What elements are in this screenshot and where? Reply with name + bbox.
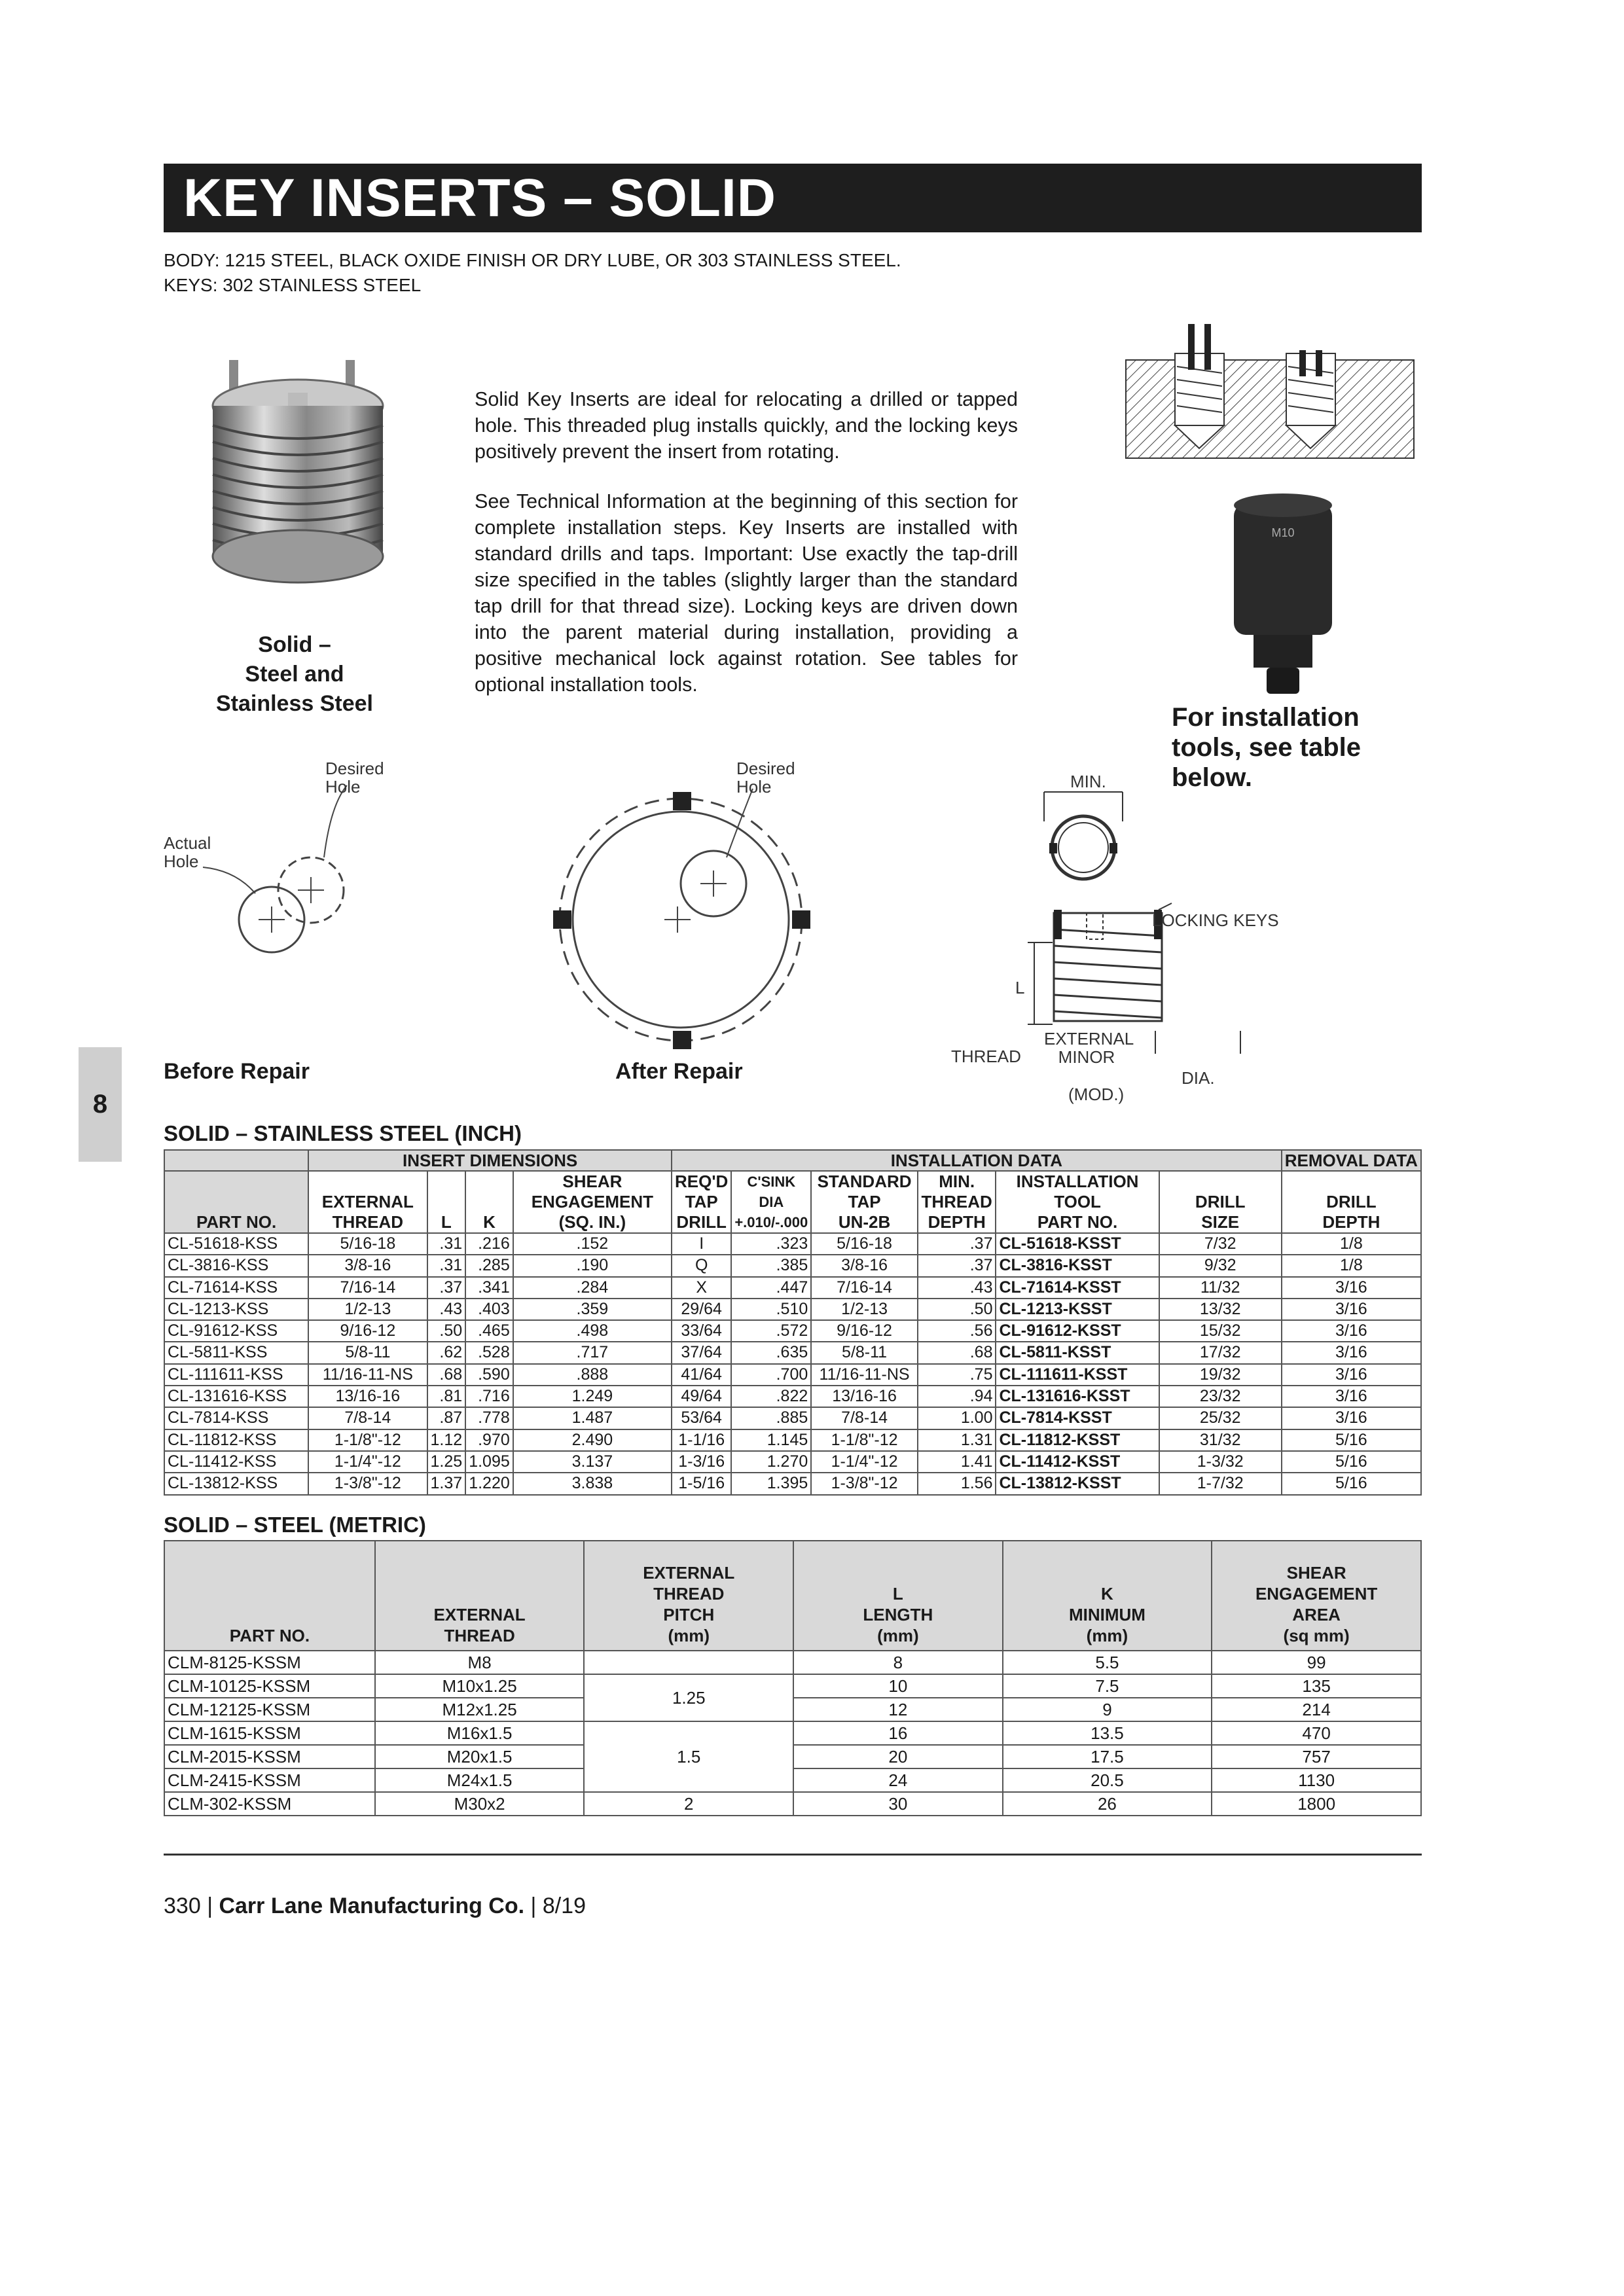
installation-tools-note: For installation tools, see table below. bbox=[1172, 703, 1361, 792]
external-minor-label: EXTERNAL MINOR bbox=[1044, 1029, 1134, 1067]
cell-shear-area: 135 bbox=[1212, 1674, 1421, 1698]
cell-min-depth: 1.00 bbox=[918, 1407, 996, 1429]
cell-drill-depth: 3/16 bbox=[1282, 1320, 1421, 1342]
cell-drill-depth: 3/16 bbox=[1282, 1386, 1421, 1407]
header-tap-drill: REQ'D TAP DRILL bbox=[672, 1171, 731, 1233]
intro-text bbox=[475, 386, 1018, 721]
table-row bbox=[164, 1792, 1421, 1816]
body-spec: BODY: 1215 STEEL, BLACK OXIDE FINISH OR DRY LUBE, OR 303 STAINLESS STEEL. bbox=[164, 250, 901, 270]
cell-standard-tap: 13/16-16 bbox=[811, 1386, 918, 1407]
before-repair-caption: Before Repair bbox=[164, 1059, 310, 1084]
cell-drill-depth: 3/16 bbox=[1282, 1342, 1421, 1363]
cell-csink: 1.270 bbox=[731, 1451, 811, 1473]
min-label: MIN. bbox=[1070, 772, 1106, 791]
cell-part-no: CL-13812-KSS bbox=[164, 1473, 308, 1494]
cell-drill-size: 13/32 bbox=[1159, 1299, 1282, 1320]
cell-part-no: CL-71614-KSS bbox=[164, 1277, 308, 1299]
table-row bbox=[164, 1429, 1421, 1451]
header-min-thread-depth: MIN. THREAD DEPTH bbox=[918, 1171, 996, 1233]
cell-tool-part-no: CL-51618-KSST bbox=[996, 1233, 1159, 1255]
cell-external-thread: M20x1.5 bbox=[375, 1745, 585, 1768]
cell-k: .716 bbox=[465, 1386, 513, 1407]
cell-l: 1.25 bbox=[427, 1451, 466, 1473]
cell-tap-drill: 49/64 bbox=[672, 1386, 731, 1407]
cell-l: 1.12 bbox=[427, 1429, 466, 1451]
header-k: K bbox=[465, 1171, 513, 1233]
cell-part-no: CL-51618-KSS bbox=[164, 1233, 308, 1255]
thread-label: THREAD bbox=[951, 1047, 1021, 1066]
cell-length: 16 bbox=[793, 1721, 1003, 1745]
cell-tap-drill: 1-3/16 bbox=[672, 1451, 731, 1473]
cell-external-thread: 11/16-11-NS bbox=[308, 1364, 427, 1386]
cell-k: .285 bbox=[465, 1255, 513, 1276]
cell-part-no: CL-131616-KSS bbox=[164, 1386, 308, 1407]
cell-k: .403 bbox=[465, 1299, 513, 1320]
section-tab: 8 bbox=[79, 1047, 122, 1162]
cell-external-thread: 9/16-12 bbox=[308, 1320, 427, 1342]
group-installation-data: INSTALLATION DATA bbox=[672, 1150, 1282, 1171]
table-row bbox=[164, 1233, 1421, 1255]
header-shear: SHEAR ENGAGEMENT (SQ. IN.) bbox=[513, 1171, 672, 1233]
cell-tap-drill: 41/64 bbox=[672, 1364, 731, 1386]
metric-table-title: SOLID – STEEL (METRIC) bbox=[164, 1513, 426, 1537]
cell-shear: 2.490 bbox=[513, 1429, 672, 1451]
cell-drill-depth: 3/16 bbox=[1282, 1364, 1421, 1386]
cell-length: 20 bbox=[793, 1745, 1003, 1768]
cell-part-no: CL-11812-KSS bbox=[164, 1429, 308, 1451]
group-insert-dimensions: INSERT DIMENSIONS bbox=[308, 1150, 672, 1171]
cell-external-thread: M30x2 bbox=[375, 1792, 585, 1816]
intro-paragraph-2: See Technical Information at the beginning of this section for complete installation steps. Key Inserts are installed with standard drills and taps. Important: Use exactly the tap-drill size specified in the tables (slightly larger than the standard tap drill for that thread size). Locking keys are driven down into the parent material during installation, providing a positive mechanical lock against rotation. See tables for optional installation tools. bbox=[475, 490, 1018, 696]
cell-tool-part-no: CL-3816-KSST bbox=[996, 1255, 1159, 1276]
cell-k: .216 bbox=[465, 1233, 513, 1255]
table-row bbox=[164, 1342, 1421, 1363]
cell-csink: .447 bbox=[731, 1277, 811, 1299]
cell-standard-tap: 7/8-14 bbox=[811, 1407, 918, 1429]
cell-shear-area: 214 bbox=[1212, 1698, 1421, 1721]
cell-drill-size: 11/32 bbox=[1159, 1277, 1282, 1299]
cell-shear: .359 bbox=[513, 1299, 672, 1320]
cell-standard-tap: 5/16-18 bbox=[811, 1233, 918, 1255]
cell-tap-drill: 1-5/16 bbox=[672, 1473, 731, 1494]
cell-l: .31 bbox=[427, 1233, 466, 1255]
locking-keys-label: LOCKING KEYS bbox=[1152, 910, 1279, 930]
cell-csink: .822 bbox=[731, 1386, 811, 1407]
table-row bbox=[164, 1277, 1421, 1299]
table-row bbox=[164, 1721, 1421, 1745]
cell-min-depth: .75 bbox=[918, 1364, 996, 1386]
cell-shear-area: 757 bbox=[1212, 1745, 1421, 1768]
cell-tool-part-no: CL-131616-KSST bbox=[996, 1386, 1159, 1407]
cell-part-no: CL-91612-KSS bbox=[164, 1320, 308, 1342]
cell-standard-tap: 9/16-12 bbox=[811, 1320, 918, 1342]
page-number: 330 bbox=[164, 1893, 201, 1918]
desired-hole-label-2: Desired Hole bbox=[736, 759, 795, 797]
cell-drill-depth: 5/16 bbox=[1282, 1473, 1421, 1494]
cell-external-thread: 1-3/8"-12 bbox=[308, 1473, 427, 1494]
cell-external-thread: 1-1/4"-12 bbox=[308, 1451, 427, 1473]
cell-l: 1.37 bbox=[427, 1473, 466, 1494]
cell-length: 10 bbox=[793, 1674, 1003, 1698]
cell-shear: 3.838 bbox=[513, 1473, 672, 1494]
cell-part-no: CLM-1615-KSSM bbox=[164, 1721, 375, 1745]
company-name: Carr Lane Manufacturing Co. bbox=[219, 1893, 525, 1918]
cell-drill-size: 25/32 bbox=[1159, 1407, 1282, 1429]
cell-min-depth: .43 bbox=[918, 1277, 996, 1299]
desired-hole-label: Desired Hole bbox=[325, 759, 384, 797]
cell-k: .528 bbox=[465, 1342, 513, 1363]
cell-k: .970 bbox=[465, 1429, 513, 1451]
table-row bbox=[164, 1320, 1421, 1342]
cell-drill-depth: 3/16 bbox=[1282, 1299, 1421, 1320]
cell-min-depth: .56 bbox=[918, 1320, 996, 1342]
cell-part-no: CL-1213-KSS bbox=[164, 1299, 308, 1320]
cell-l: .43 bbox=[427, 1299, 466, 1320]
cell-csink: .323 bbox=[731, 1233, 811, 1255]
cell-min-depth: 1.41 bbox=[918, 1451, 996, 1473]
cell-min-depth: .37 bbox=[918, 1255, 996, 1276]
cell-shear: .717 bbox=[513, 1342, 672, 1363]
cell-external-thread: M24x1.5 bbox=[375, 1768, 585, 1792]
header-drill-depth: DRILL DEPTH bbox=[1282, 1171, 1421, 1233]
cell-length: 30 bbox=[793, 1792, 1003, 1816]
cell-tool-part-no: CL-71614-KSST bbox=[996, 1277, 1159, 1299]
cell-tap-drill: I bbox=[672, 1233, 731, 1255]
cell-standard-tap: 1-1/4"-12 bbox=[811, 1451, 918, 1473]
metric-header-part-no: PART NO. bbox=[164, 1541, 375, 1651]
cell-part-no: CLM-302-KSSM bbox=[164, 1792, 375, 1816]
table-row bbox=[164, 1651, 1421, 1674]
cell-external-thread: 3/8-16 bbox=[308, 1255, 427, 1276]
cell-csink: .572 bbox=[731, 1320, 811, 1342]
cell-part-no: CLM-2015-KSSM bbox=[164, 1745, 375, 1768]
cell-drill-depth: 3/16 bbox=[1282, 1277, 1421, 1299]
l-label: L bbox=[1015, 978, 1025, 997]
cell-external-thread: 1-1/8"-12 bbox=[308, 1429, 427, 1451]
intro-paragraph-1: Solid Key Inserts are ideal for relocating a drilled or tapped hole. This threaded plug installs quickly, and the locking keys positively prevent the insert from rotating. bbox=[475, 388, 1018, 463]
cell-drill-size: 9/32 bbox=[1159, 1255, 1282, 1276]
cell-csink: .700 bbox=[731, 1364, 811, 1386]
cell-part-no: CLM-10125-KSSM bbox=[164, 1674, 375, 1698]
cell-tap-drill: X bbox=[672, 1277, 731, 1299]
cell-drill-size: 1-3/32 bbox=[1159, 1451, 1282, 1473]
cell-k: .778 bbox=[465, 1407, 513, 1429]
cell-k-minimum: 9 bbox=[1003, 1698, 1212, 1721]
cell-part-no: CLM-8125-KSSM bbox=[164, 1651, 375, 1674]
cell-drill-size: 15/32 bbox=[1159, 1320, 1282, 1342]
header-installation-tool: INSTALLATION TOOL PART NO. bbox=[996, 1171, 1159, 1233]
cell-l: .62 bbox=[427, 1342, 466, 1363]
cell-l: .68 bbox=[427, 1364, 466, 1386]
solid-insert-image bbox=[187, 347, 409, 609]
cell-l: .50 bbox=[427, 1320, 466, 1342]
cell-shear: .888 bbox=[513, 1364, 672, 1386]
cell-tool-part-no: CL-111611-KSST bbox=[996, 1364, 1159, 1386]
table-row bbox=[164, 1255, 1421, 1276]
cell-csink: 1.145 bbox=[731, 1429, 811, 1451]
tool-label: M10 bbox=[1271, 526, 1295, 539]
cell-pitch: 2 bbox=[584, 1792, 793, 1816]
cell-tool-part-no: CL-13812-KSST bbox=[996, 1473, 1159, 1494]
publication-date: 8/19 bbox=[542, 1893, 586, 1918]
cell-shear: 1.249 bbox=[513, 1386, 672, 1407]
cell-tap-drill: 29/64 bbox=[672, 1299, 731, 1320]
cell-l: .81 bbox=[427, 1386, 466, 1407]
cell-shear: .190 bbox=[513, 1255, 672, 1276]
cell-tap-drill: Q bbox=[672, 1255, 731, 1276]
cell-k-minimum: 26 bbox=[1003, 1792, 1212, 1816]
cell-external-thread: 1/2-13 bbox=[308, 1299, 427, 1320]
header-part-no: PART NO. bbox=[164, 1171, 308, 1233]
cell-part-no: CLM-2415-KSSM bbox=[164, 1768, 375, 1792]
cell-drill-depth: 3/16 bbox=[1282, 1407, 1421, 1429]
cell-min-depth: .68 bbox=[918, 1342, 996, 1363]
page-title: KEY INSERTS – SOLID bbox=[164, 164, 1422, 232]
cell-external-thread: 13/16-16 bbox=[308, 1386, 427, 1407]
cell-min-depth: .50 bbox=[918, 1299, 996, 1320]
actual-hole-label: Actual Hole bbox=[164, 833, 211, 871]
cell-standard-tap: 1/2-13 bbox=[811, 1299, 918, 1320]
cell-drill-size: 1-7/32 bbox=[1159, 1473, 1282, 1494]
table-row bbox=[164, 1299, 1421, 1320]
cell-part-no: CL-7814-KSS bbox=[164, 1407, 308, 1429]
cell-k-minimum: 17.5 bbox=[1003, 1745, 1212, 1768]
table-row bbox=[164, 1451, 1421, 1473]
metric-header-external-thread: EXTERNAL THREAD bbox=[375, 1541, 585, 1651]
cell-standard-tap: 1-3/8"-12 bbox=[811, 1473, 918, 1494]
group-removal-data: REMOVAL DATA bbox=[1282, 1150, 1421, 1171]
cell-min-depth: .37 bbox=[918, 1233, 996, 1255]
cell-tool-part-no: CL-5811-KSST bbox=[996, 1342, 1159, 1363]
cell-shear: .152 bbox=[513, 1233, 672, 1255]
cell-shear-area: 1130 bbox=[1212, 1768, 1421, 1792]
cell-min-depth: 1.31 bbox=[918, 1429, 996, 1451]
mod-label: (MOD.) bbox=[1068, 1085, 1125, 1104]
metric-header-pitch: EXTERNAL THREAD PITCH (mm) bbox=[584, 1541, 793, 1651]
cell-pitch: 1.5 bbox=[584, 1721, 793, 1792]
metric-header-k-minimum: K MINIMUM (mm) bbox=[1003, 1541, 1212, 1651]
cell-shear: 3.137 bbox=[513, 1451, 672, 1473]
cell-k-minimum: 20.5 bbox=[1003, 1768, 1212, 1792]
cell-k-minimum: 13.5 bbox=[1003, 1721, 1212, 1745]
cell-shear: 1.487 bbox=[513, 1407, 672, 1429]
cell-drill-size: 23/32 bbox=[1159, 1386, 1282, 1407]
cell-shear-area: 1800 bbox=[1212, 1792, 1421, 1816]
cell-standard-tap: 7/16-14 bbox=[811, 1277, 918, 1299]
cell-drill-size: 31/32 bbox=[1159, 1429, 1282, 1451]
after-repair-diagram bbox=[550, 782, 825, 1057]
metric-header-shear-area: SHEAR ENGAGEMENT AREA (sq mm) bbox=[1212, 1541, 1421, 1651]
cell-length: 8 bbox=[793, 1651, 1003, 1674]
cell-tap-drill: 1-1/16 bbox=[672, 1429, 731, 1451]
cell-part-no: CL-3816-KSS bbox=[164, 1255, 308, 1276]
table-row bbox=[164, 1473, 1421, 1494]
cell-l: .87 bbox=[427, 1407, 466, 1429]
metric-table bbox=[164, 1540, 1422, 1816]
cell-shear: .498 bbox=[513, 1320, 672, 1342]
cell-external-thread: 7/8-14 bbox=[308, 1407, 427, 1429]
header-l: L bbox=[427, 1171, 466, 1233]
cell-standard-tap: 3/8-16 bbox=[811, 1255, 918, 1276]
installation-tool-image bbox=[1218, 491, 1348, 707]
cell-k: .590 bbox=[465, 1364, 513, 1386]
header-drill-size: DRILL SIZE bbox=[1159, 1171, 1282, 1233]
keys-spec: KEYS: 302 STAINLESS STEEL bbox=[164, 275, 422, 295]
cell-tool-part-no: CL-91612-KSST bbox=[996, 1320, 1159, 1342]
inch-group-row bbox=[164, 1150, 1421, 1171]
cell-l: .37 bbox=[427, 1277, 466, 1299]
cell-csink: .510 bbox=[731, 1299, 811, 1320]
table-row bbox=[164, 1386, 1421, 1407]
table-row bbox=[164, 1364, 1421, 1386]
cell-k: .465 bbox=[465, 1320, 513, 1342]
cell-standard-tap: 11/16-11-NS bbox=[811, 1364, 918, 1386]
cell-length: 24 bbox=[793, 1768, 1003, 1792]
cell-tap-drill: 33/64 bbox=[672, 1320, 731, 1342]
cell-part-no: CL-5811-KSS bbox=[164, 1342, 308, 1363]
cell-tool-part-no: CL-7814-KSST bbox=[996, 1407, 1159, 1429]
cell-drill-size: 19/32 bbox=[1159, 1364, 1282, 1386]
cell-part-no: CL-111611-KSS bbox=[164, 1364, 308, 1386]
cell-shear-area: 99 bbox=[1212, 1651, 1421, 1674]
inch-table-title: SOLID – STAINLESS STEEL (INCH) bbox=[164, 1121, 522, 1145]
after-repair-caption: After Repair bbox=[615, 1059, 743, 1084]
cell-csink: .885 bbox=[731, 1407, 811, 1429]
cell-drill-depth: 1/8 bbox=[1282, 1255, 1421, 1276]
header-csink: C'SINK DIA +.010/-.000 bbox=[731, 1171, 811, 1233]
cell-k-minimum: 5.5 bbox=[1003, 1651, 1212, 1674]
cell-tap-drill: 53/64 bbox=[672, 1407, 731, 1429]
table-row bbox=[164, 1407, 1421, 1429]
cell-csink: 1.395 bbox=[731, 1473, 811, 1494]
cell-standard-tap: 1-1/8"-12 bbox=[811, 1429, 918, 1451]
cell-drill-size: 7/32 bbox=[1159, 1233, 1282, 1255]
cell-drill-depth: 5/16 bbox=[1282, 1429, 1421, 1451]
cell-drill-depth: 5/16 bbox=[1282, 1451, 1421, 1473]
cell-external-thread: M10x1.25 bbox=[375, 1674, 585, 1698]
cell-external-thread: 5/16-18 bbox=[308, 1233, 427, 1255]
cell-external-thread: M8 bbox=[375, 1651, 585, 1674]
inch-header-row bbox=[164, 1171, 1421, 1233]
header-external-thread: EXTERNAL THREAD bbox=[308, 1171, 427, 1233]
footer: 330 | Carr Lane Manufacturing Co. | 8/19 bbox=[164, 1893, 586, 1918]
cell-external-thread: 5/8-11 bbox=[308, 1342, 427, 1363]
cell-tool-part-no: CL-11412-KSST bbox=[996, 1451, 1159, 1473]
cell-k-minimum: 7.5 bbox=[1003, 1674, 1212, 1698]
dia-label: DIA. bbox=[1182, 1068, 1215, 1088]
cell-part-no: CLM-12125-KSSM bbox=[164, 1698, 375, 1721]
cell-k: 1.095 bbox=[465, 1451, 513, 1473]
header-standard-tap: STANDARD TAP UN-2B bbox=[811, 1171, 918, 1233]
cell-tap-drill: 37/64 bbox=[672, 1342, 731, 1363]
cell-external-thread: M12x1.25 bbox=[375, 1698, 585, 1721]
cell-min-depth: 1.56 bbox=[918, 1473, 996, 1494]
cell-min-depth: .94 bbox=[918, 1386, 996, 1407]
blank-cell bbox=[164, 1150, 308, 1171]
installation-cross-section bbox=[1119, 321, 1420, 484]
cell-standard-tap: 5/8-11 bbox=[811, 1342, 918, 1363]
cell-pitch-empty bbox=[584, 1651, 793, 1674]
metric-header-row bbox=[164, 1541, 1421, 1651]
cell-shear: .284 bbox=[513, 1277, 672, 1299]
cell-csink: .385 bbox=[731, 1255, 811, 1276]
cell-external-thread: 7/16-14 bbox=[308, 1277, 427, 1299]
footer-divider bbox=[164, 1854, 1422, 1856]
cell-l: .31 bbox=[427, 1255, 466, 1276]
inch-table bbox=[164, 1149, 1422, 1496]
cell-tool-part-no: CL-1213-KSST bbox=[996, 1299, 1159, 1320]
cell-k: 1.220 bbox=[465, 1473, 513, 1494]
cell-k: .341 bbox=[465, 1277, 513, 1299]
table-row bbox=[164, 1674, 1421, 1698]
cell-shear-area: 470 bbox=[1212, 1721, 1421, 1745]
cell-drill-depth: 1/8 bbox=[1282, 1233, 1421, 1255]
cell-length: 12 bbox=[793, 1698, 1003, 1721]
product-caption: Solid – Steel and Stainless Steel bbox=[215, 632, 373, 716]
cell-external-thread: M16x1.5 bbox=[375, 1721, 585, 1745]
cell-pitch: 1.25 bbox=[584, 1674, 793, 1721]
metric-header-length: L LENGTH (mm) bbox=[793, 1541, 1003, 1651]
cell-tool-part-no: CL-11812-KSST bbox=[996, 1429, 1159, 1451]
cell-csink: .635 bbox=[731, 1342, 811, 1363]
cell-drill-size: 17/32 bbox=[1159, 1342, 1282, 1363]
cell-part-no: CL-11412-KSS bbox=[164, 1451, 308, 1473]
